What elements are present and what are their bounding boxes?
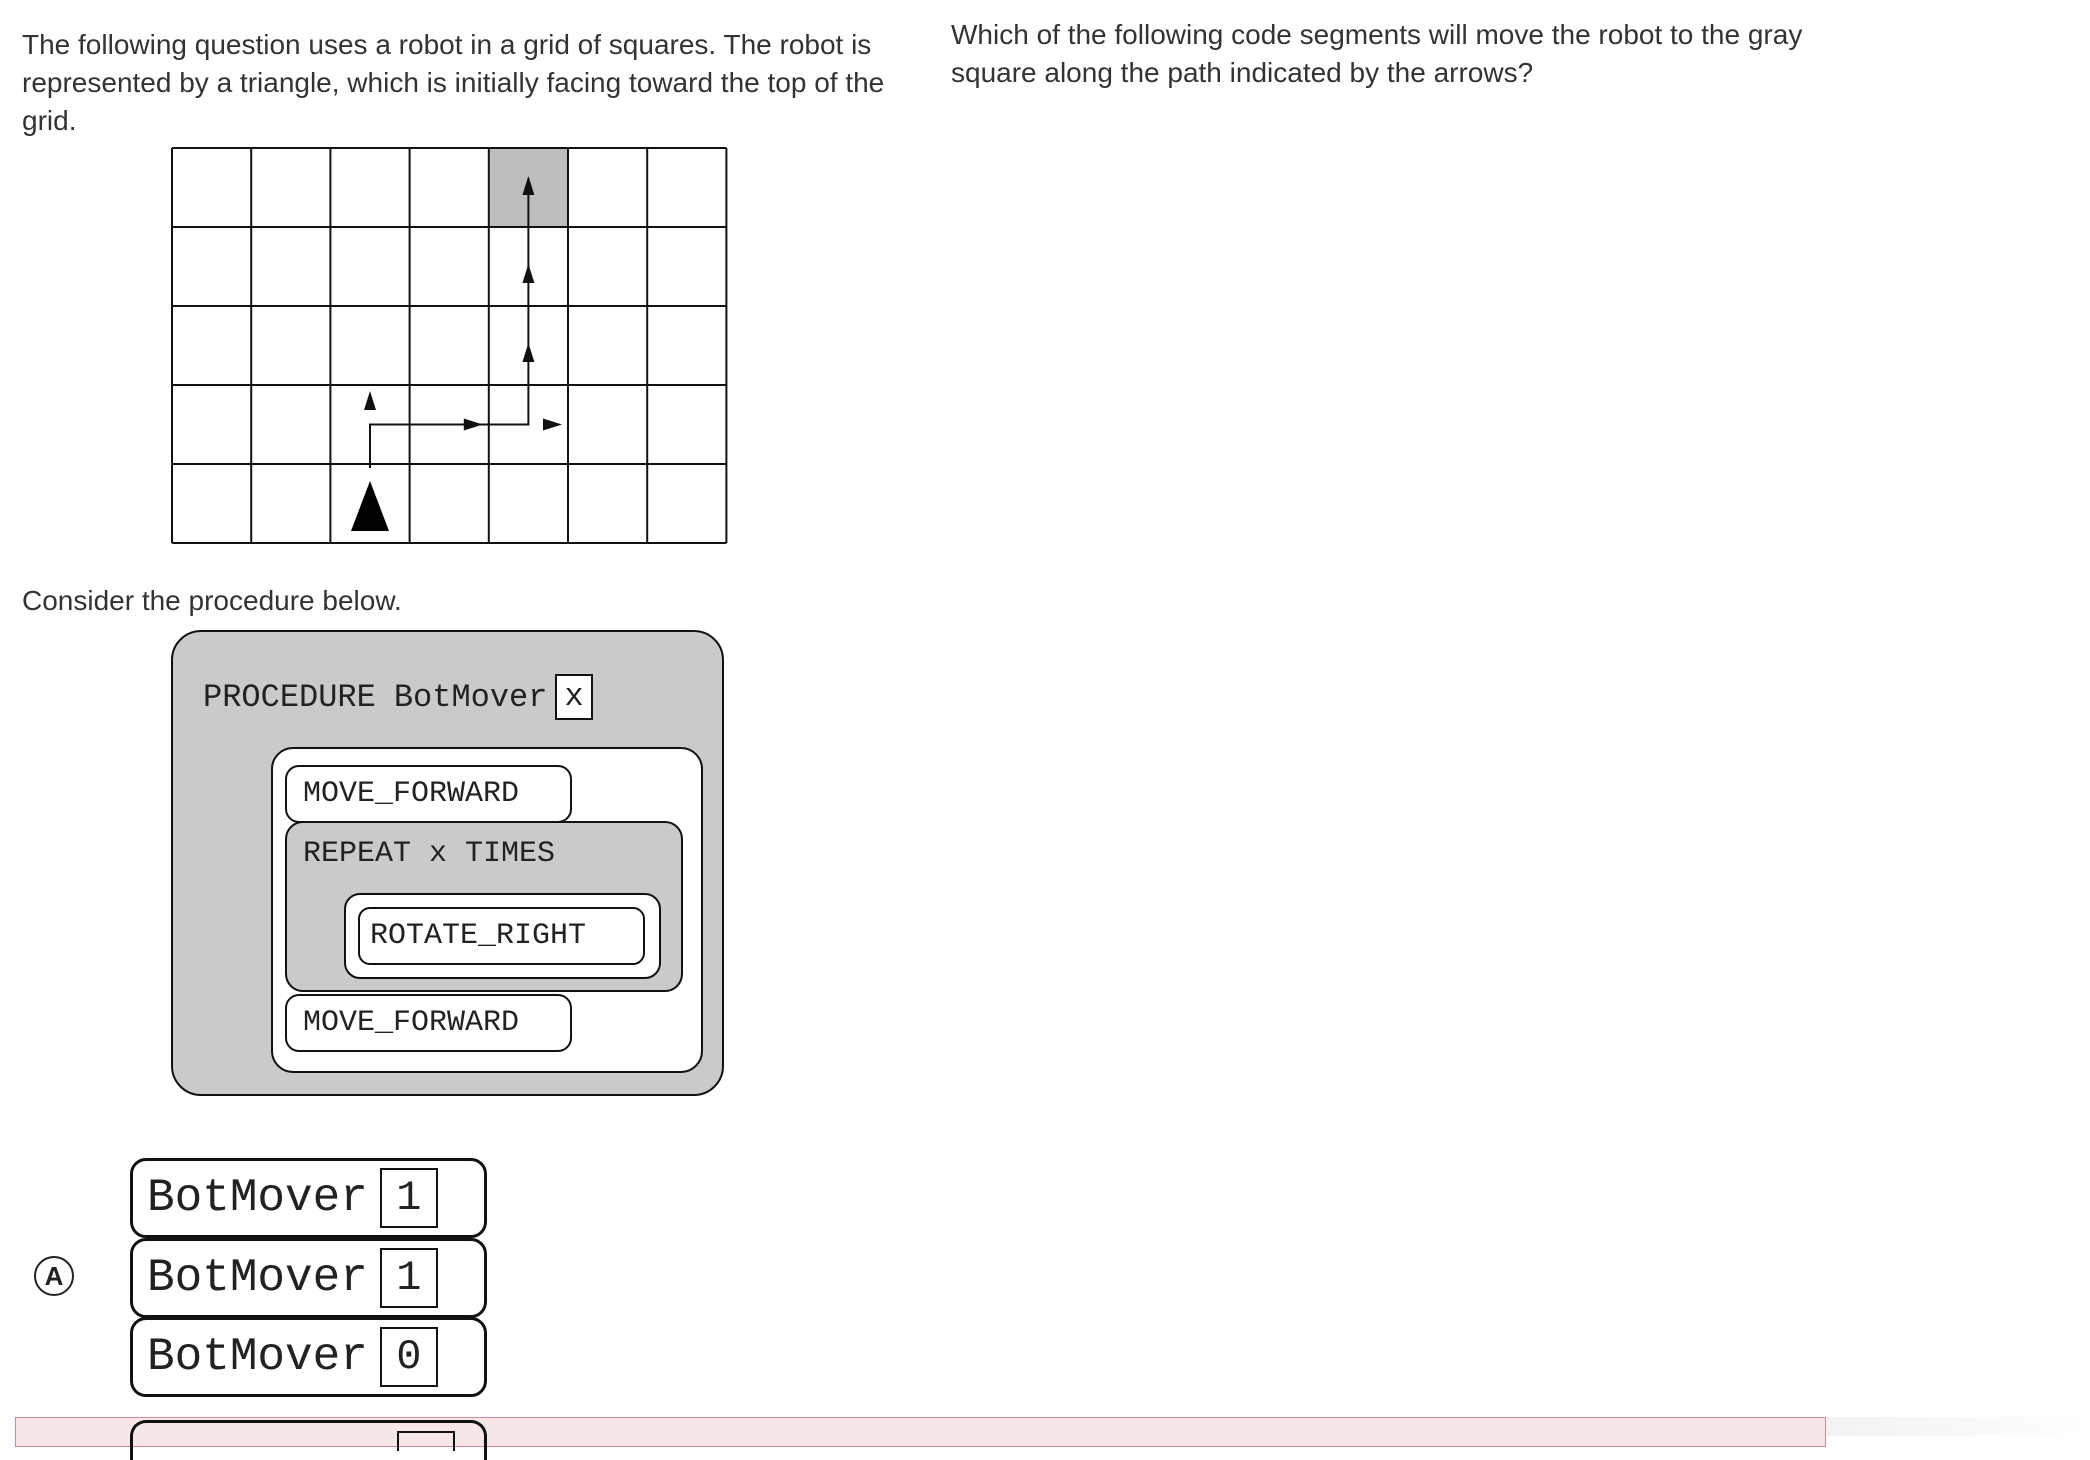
robot-grid (0, 0, 2090, 560)
repeat-label: REPEAT x TIMES (303, 837, 556, 871)
scroll-shadow (1826, 1417, 2090, 1436)
call-name: BotMover (147, 1331, 368, 1383)
path-arrow (543, 419, 562, 431)
procedure-body (271, 747, 703, 1073)
repeat-block (285, 821, 683, 992)
path-arrow (364, 391, 376, 410)
repeat-body (344, 893, 661, 979)
procedure-name: BotMover (393, 678, 548, 716)
path-arrow (522, 343, 534, 362)
rotate-right-command: ROTATE_RIGHT (358, 907, 645, 965)
call-name: BotMover (147, 1172, 368, 1224)
stimulus-intro: The following question uses a robot in a grid of squares. The robot is represented by a triangle, which is initially facing toward the top of the grid. (22, 29, 885, 136)
procedure-keyword: PROCEDURE (203, 678, 376, 716)
call-arg: 1 (380, 1248, 438, 1308)
robot-triangle (351, 481, 389, 531)
procedure-block (171, 630, 724, 1096)
call-arg: 1 (380, 1168, 438, 1228)
option-a-call-2[interactable] (130, 1238, 487, 1318)
option-a-call-1[interactable] (130, 1158, 487, 1238)
procedure-header (203, 674, 593, 720)
path-arrow (464, 419, 483, 431)
move-forward-command: MOVE_FORWARD (285, 994, 572, 1052)
option-a-call-3[interactable] (130, 1317, 487, 1397)
path-arrow (522, 264, 534, 283)
call-name: BotMover (147, 1252, 368, 1304)
procedure-param: x (555, 674, 592, 720)
question-text: Which of the following code segments will move the robot to the gray square along the path indicated by the arrows? (951, 19, 1803, 88)
consider-text: Consider the procedure below. (22, 585, 402, 616)
option-a-radio[interactable]: A (34, 1256, 74, 1296)
move-forward-command: MOVE_FORWARD (285, 765, 572, 823)
call-arg: 0 (380, 1327, 438, 1387)
option-b-arg-partial (397, 1431, 455, 1451)
